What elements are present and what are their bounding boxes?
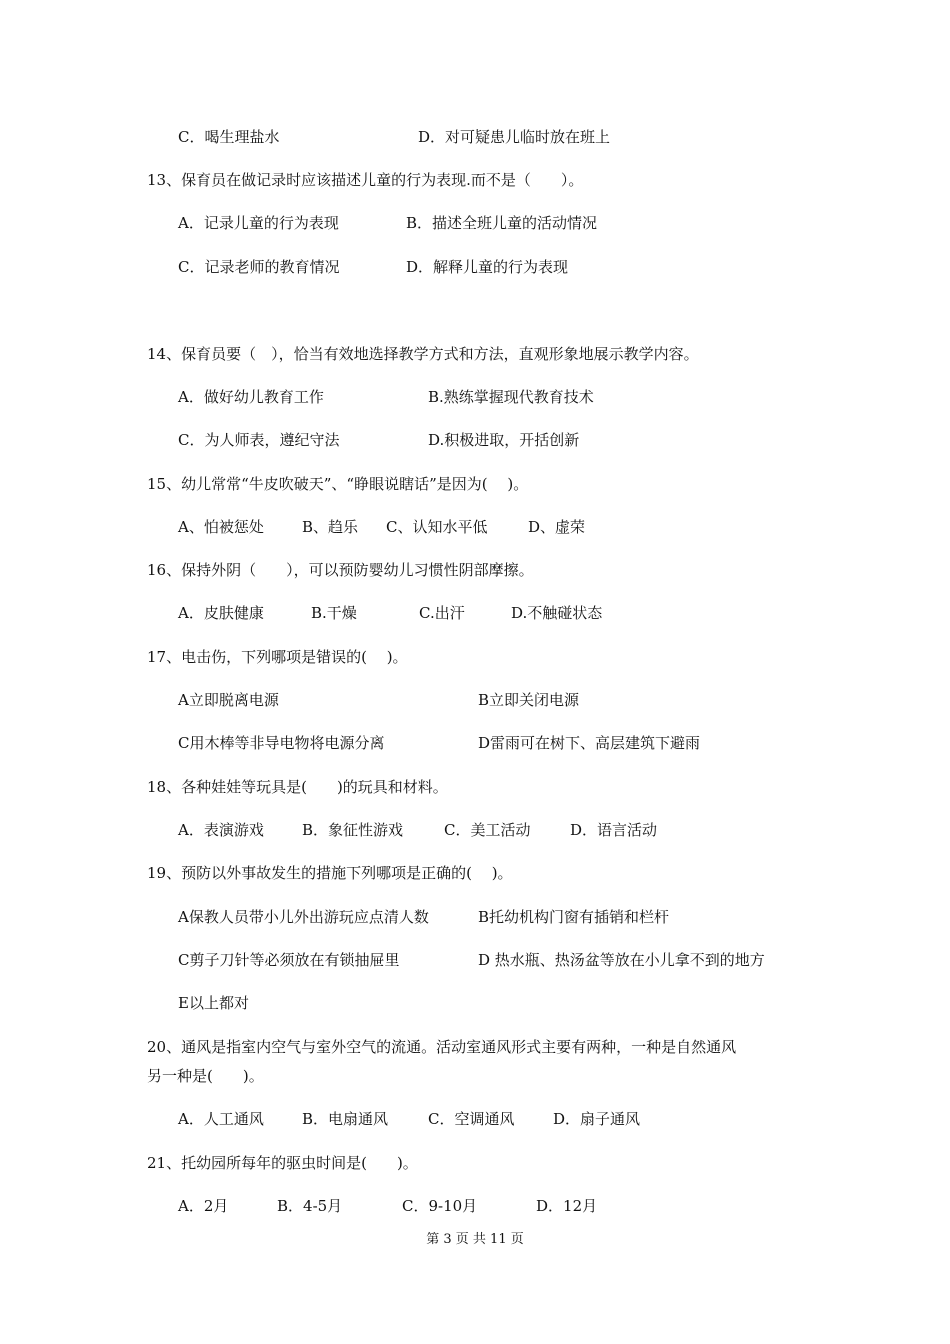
q17-option-d: D雷雨可在树下、高层建筑下避雨 (478, 734, 701, 752)
q18-option-b: B．象征性游戏 (302, 821, 404, 839)
q12-option-c: C．喝生理盐水 (178, 128, 280, 146)
q17-option-c: C用木棒等非导电物将电源分离 (178, 734, 385, 752)
q21-option-c: C．9-10月 (402, 1197, 478, 1215)
q20-option-d: D．扇子通风 (553, 1110, 641, 1128)
q16-option-c: C.出汗 (419, 604, 465, 622)
q18-option-c: C．美工活动 (444, 821, 531, 839)
q12-option-d: D．对可疑患儿临时放在班上 (418, 128, 611, 146)
q20-option-c: C．空调通风 (428, 1110, 515, 1128)
q15-option-b: B、趋乐 (302, 518, 359, 536)
q16-option-a: A．皮肤健康 (178, 604, 264, 622)
q13-option-b: B．描述全班儿童的活动情况 (406, 214, 598, 232)
q19-option-c: C剪子刀针等必须放在有锁抽屉里 (178, 951, 400, 969)
q18-stem: 18、各种娃娃等玩具是( )的玩具和材料。 (147, 778, 448, 796)
q20-option-b: B．电扇通风 (302, 1110, 389, 1128)
q17-option-b: B立即关闭电源 (478, 691, 580, 709)
q21-option-d: D．12月 (536, 1197, 598, 1215)
q21-option-a: A．2月 (178, 1197, 229, 1215)
q18-option-a: A．表演游戏 (178, 821, 264, 839)
q20-stem-line2: 另一种是( )。 (147, 1067, 264, 1085)
q20-stem-line1: 20、通风是指室内空气与室外空气的流通。活动室通风形式主要有两种，一种是自然通风 (147, 1038, 737, 1056)
q16-option-b: B.干燥 (311, 604, 357, 622)
q13-option-a: A．记录儿童的行为表现 (178, 214, 339, 232)
q16-stem: 16、保持外阴（ ），可以预防婴幼儿习惯性阴部摩擦。 (147, 561, 534, 579)
q19-option-d: D 热水瓶、热汤盆等放在小儿拿不到的地方 (478, 951, 765, 969)
q15-option-c: C、认知水平低 (386, 518, 488, 536)
q17-option-a: A立即脱离电源 (178, 691, 279, 709)
q13-stem: 13、保育员在做记录时应该描述儿童的行为表现.而不是（ ）。 (147, 171, 584, 189)
q21-stem: 21、托幼园所每年的驱虫时间是( )。 (147, 1154, 418, 1172)
q14-option-c: C．为人师表，遵纪守法 (178, 431, 340, 449)
q13-option-c: C．记录老师的教育情况 (178, 258, 340, 276)
q19-option-e: E以上都对 (178, 994, 249, 1012)
q14-stem: 14、保育员要（ ），恰当有效地选择教学方式和方法，直观形象地展示教学内容。 (147, 345, 699, 363)
q20-option-a: A．人工通风 (178, 1110, 264, 1128)
q19-option-a: A保教人员带小儿外出游玩应点清人数 (178, 908, 429, 926)
q19-stem: 19、预防以外事故发生的措施下列哪项是正确的( )。 (147, 864, 513, 882)
q13-option-d: D．解释儿童的行为表现 (406, 258, 569, 276)
q15-option-d: D、虚荣 (528, 518, 586, 536)
q21-option-b: B．4-5月 (277, 1197, 343, 1215)
q17-stem: 17、电击伤，下列哪项是错误的( )。 (147, 648, 408, 666)
q14-option-b: B.熟练掌握现代教育技术 (428, 388, 594, 406)
page-number-footer: 第 3 页 共 11 页 (426, 1232, 524, 1247)
q19-option-b: B托幼机构门窗有插销和栏杆 (478, 908, 670, 926)
q18-option-d: D．语言活动 (570, 821, 658, 839)
q14-option-d: D.积极进取，开括创新 (428, 431, 580, 449)
q14-option-a: A．做好幼儿教育工作 (178, 388, 324, 406)
q16-option-d: D.不触碰状态 (511, 604, 603, 622)
q15-option-a: A、怕被惩处 (178, 518, 264, 536)
q15-stem: 15、幼儿常常“牛皮吹破天”、“睁眼说瞎话”是因为( )。 (147, 475, 529, 493)
